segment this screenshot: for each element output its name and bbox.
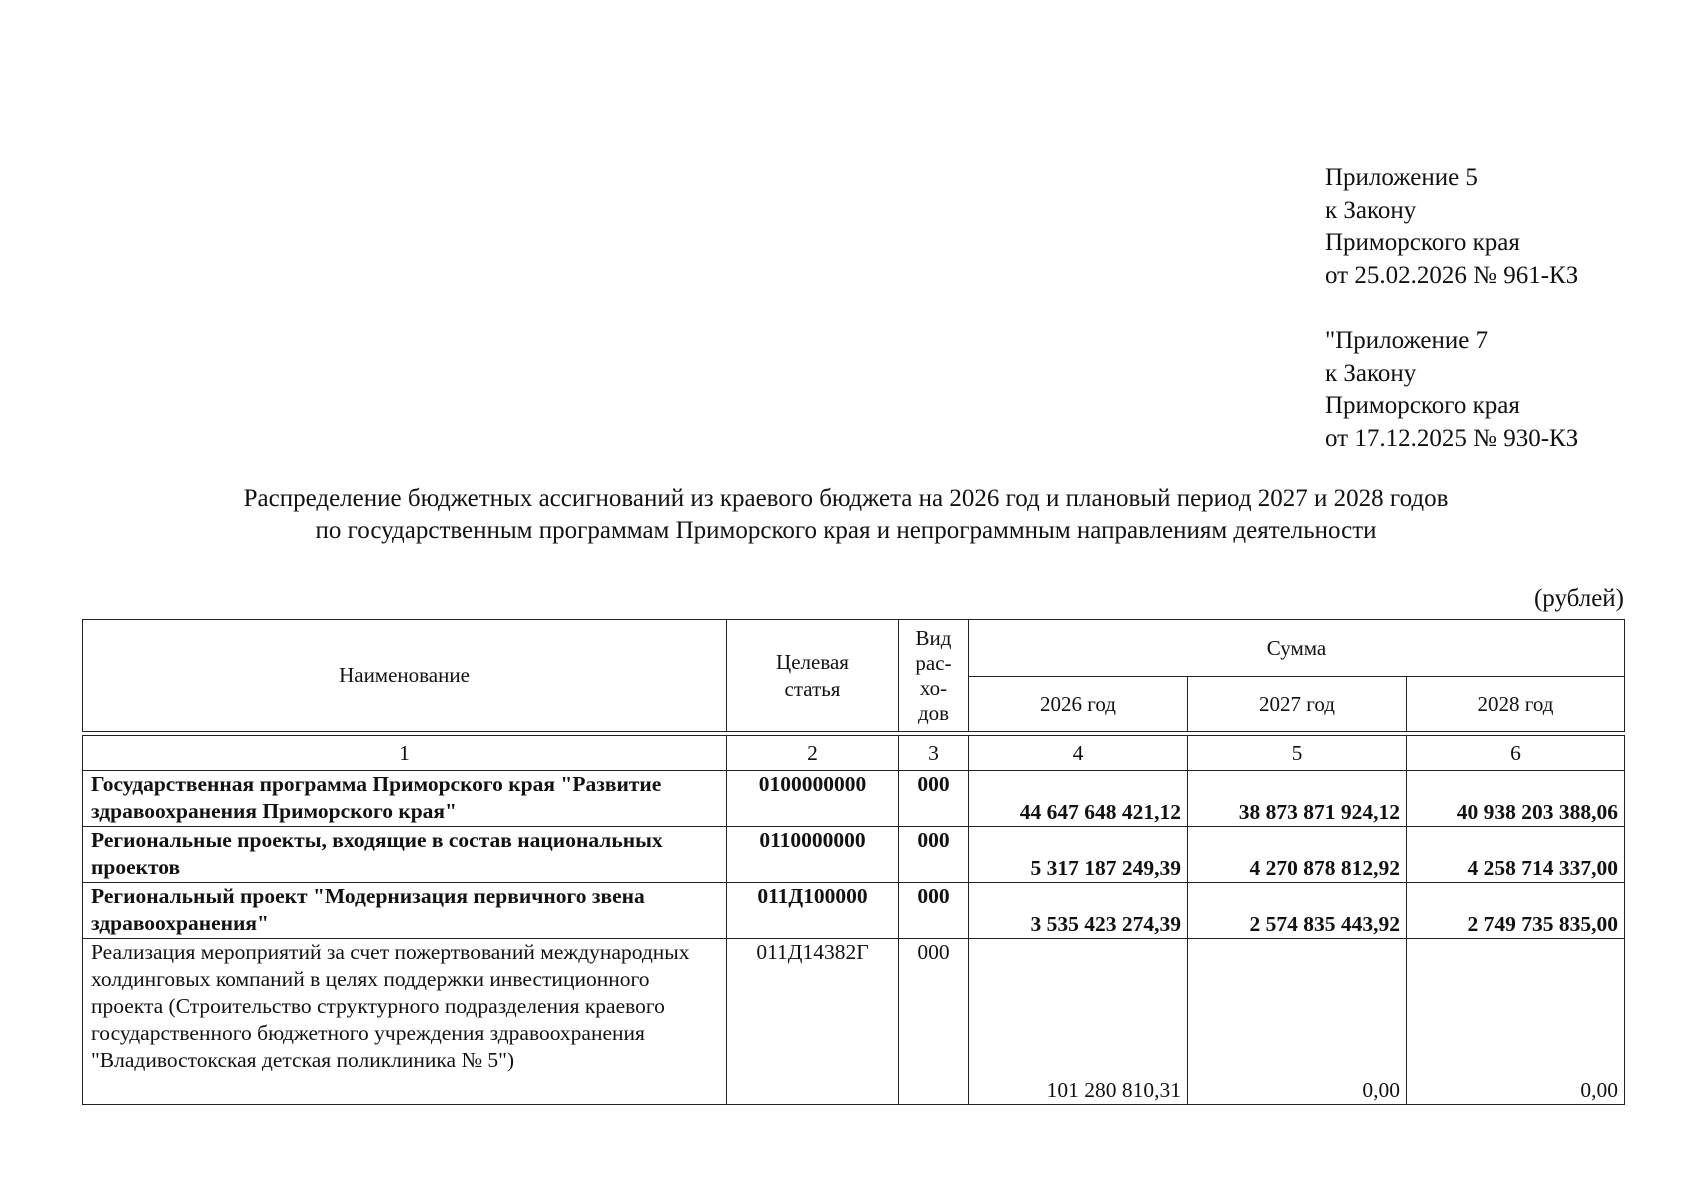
annex-7-line-2: к Закону bbox=[1325, 359, 1417, 387]
document-title-line-2: по государственным программам Приморского края и непрограммным направлениям деятельности bbox=[315, 517, 1377, 544]
column-number: 1 bbox=[83, 736, 727, 771]
table-header bbox=[82, 619, 1625, 732]
header-target-article bbox=[727, 620, 899, 732]
row-name: Государственная программа Приморского края "Развитие здравоохранения Приморского края" bbox=[83, 771, 727, 827]
row-amount-2026: 3 535 423 274,39 bbox=[969, 883, 1188, 939]
header-expense-type-line-3: хо- bbox=[919, 675, 948, 700]
row-amount-2026: 44 647 648 421,12 bbox=[969, 771, 1188, 827]
column-numbers-row bbox=[83, 736, 1625, 771]
annex-5-reference bbox=[1325, 162, 1578, 292]
table-row bbox=[83, 771, 1625, 827]
row-amount-2028: 2 749 735 835,00 bbox=[1407, 883, 1625, 939]
row-expense-type: 000 bbox=[899, 939, 969, 1105]
row-amount-2026: 5 317 187 249,39 bbox=[969, 827, 1188, 883]
header-target-article-line-2: статья bbox=[784, 676, 841, 701]
row-amount-2028: 0,00 bbox=[1407, 939, 1625, 1105]
row-target-article: 011Д100000 bbox=[727, 883, 899, 939]
header-expense-type-line-4: дов bbox=[917, 700, 950, 725]
budget-table bbox=[82, 735, 1625, 1105]
row-amount-2027: 2 574 835 443,92 bbox=[1188, 883, 1407, 939]
header-year-2026: 2026 год bbox=[969, 677, 1188, 732]
annex-7-reference bbox=[1325, 325, 1578, 455]
row-expense-type: 000 bbox=[899, 827, 969, 883]
table-row bbox=[83, 939, 1625, 1105]
row-amount-2028: 4 258 714 337,00 bbox=[1407, 827, 1625, 883]
header-target-article-line-1: Целевая bbox=[776, 649, 849, 674]
units-label: (рублей) bbox=[1533, 585, 1624, 612]
header-expense-type-line-2: рас- bbox=[915, 650, 952, 675]
row-amount-2028: 40 938 203 388,06 bbox=[1407, 771, 1625, 827]
annex-7-line-1: "Приложение 7 bbox=[1325, 327, 1489, 354]
header-expense-type-line-1: Вид bbox=[915, 625, 952, 650]
annex-5-line-3: Приморского края bbox=[1325, 229, 1520, 256]
header-name: Наименование bbox=[83, 620, 727, 732]
header-year-2027: 2027 год bbox=[1188, 677, 1407, 732]
document-title bbox=[0, 483, 1692, 547]
row-expense-type: 000 bbox=[899, 883, 969, 939]
row-amount-2026: 101 280 810,31 bbox=[969, 939, 1188, 1105]
column-number: 4 bbox=[969, 736, 1188, 771]
column-number: 5 bbox=[1188, 736, 1407, 771]
row-expense-type: 000 bbox=[899, 771, 969, 827]
column-number: 3 bbox=[899, 736, 969, 771]
row-target-article: 011Д14382Г bbox=[727, 939, 899, 1105]
annex-7-line-4: от 17.12.2025 № 930-КЗ bbox=[1325, 424, 1579, 452]
row-name: Региональный проект "Модернизация первичного звена здравоохранения" bbox=[83, 883, 727, 939]
column-number: 6 bbox=[1407, 736, 1625, 771]
row-amount-2027: 38 873 871 924,12 bbox=[1188, 771, 1407, 827]
row-target-article: 0110000000 bbox=[727, 827, 899, 883]
row-amount-2027: 0,00 bbox=[1188, 939, 1407, 1105]
annex-7-line-3: Приморского края bbox=[1325, 392, 1520, 419]
row-amount-2027: 4 270 878 812,92 bbox=[1188, 827, 1407, 883]
table-row bbox=[83, 827, 1625, 883]
header-sum: Сумма bbox=[969, 620, 1625, 677]
annex-5-line-4: от 25.02.2026 № 961-КЗ bbox=[1325, 261, 1579, 289]
annex-5-line-2: к Закону bbox=[1325, 196, 1417, 224]
table-row bbox=[83, 883, 1625, 939]
header-expense-type bbox=[899, 620, 969, 732]
row-name: Региональные проекты, входящие в состав национальных проектов bbox=[83, 827, 727, 883]
annex-5-line-1: Приложение 5 bbox=[1325, 164, 1478, 191]
column-number: 2 bbox=[727, 736, 899, 771]
row-target-article: 0100000000 bbox=[727, 771, 899, 827]
header-year-2028: 2028 год bbox=[1407, 677, 1625, 732]
row-name: Реализация мероприятий за счет пожертвований международных холдинговых компаний в целях поддержки инвестиционного проекта (Строительство структурного подразделения краевого государственного бюджетного учреждения здравоохранения "Владивостокская детская поликлиника № 5") bbox=[83, 939, 727, 1105]
document-title-line-1: Распределение бюджетных ассигнований из краевого бюджета на 2026 год и плановый период 2027 и 2028 годов bbox=[243, 485, 1449, 512]
